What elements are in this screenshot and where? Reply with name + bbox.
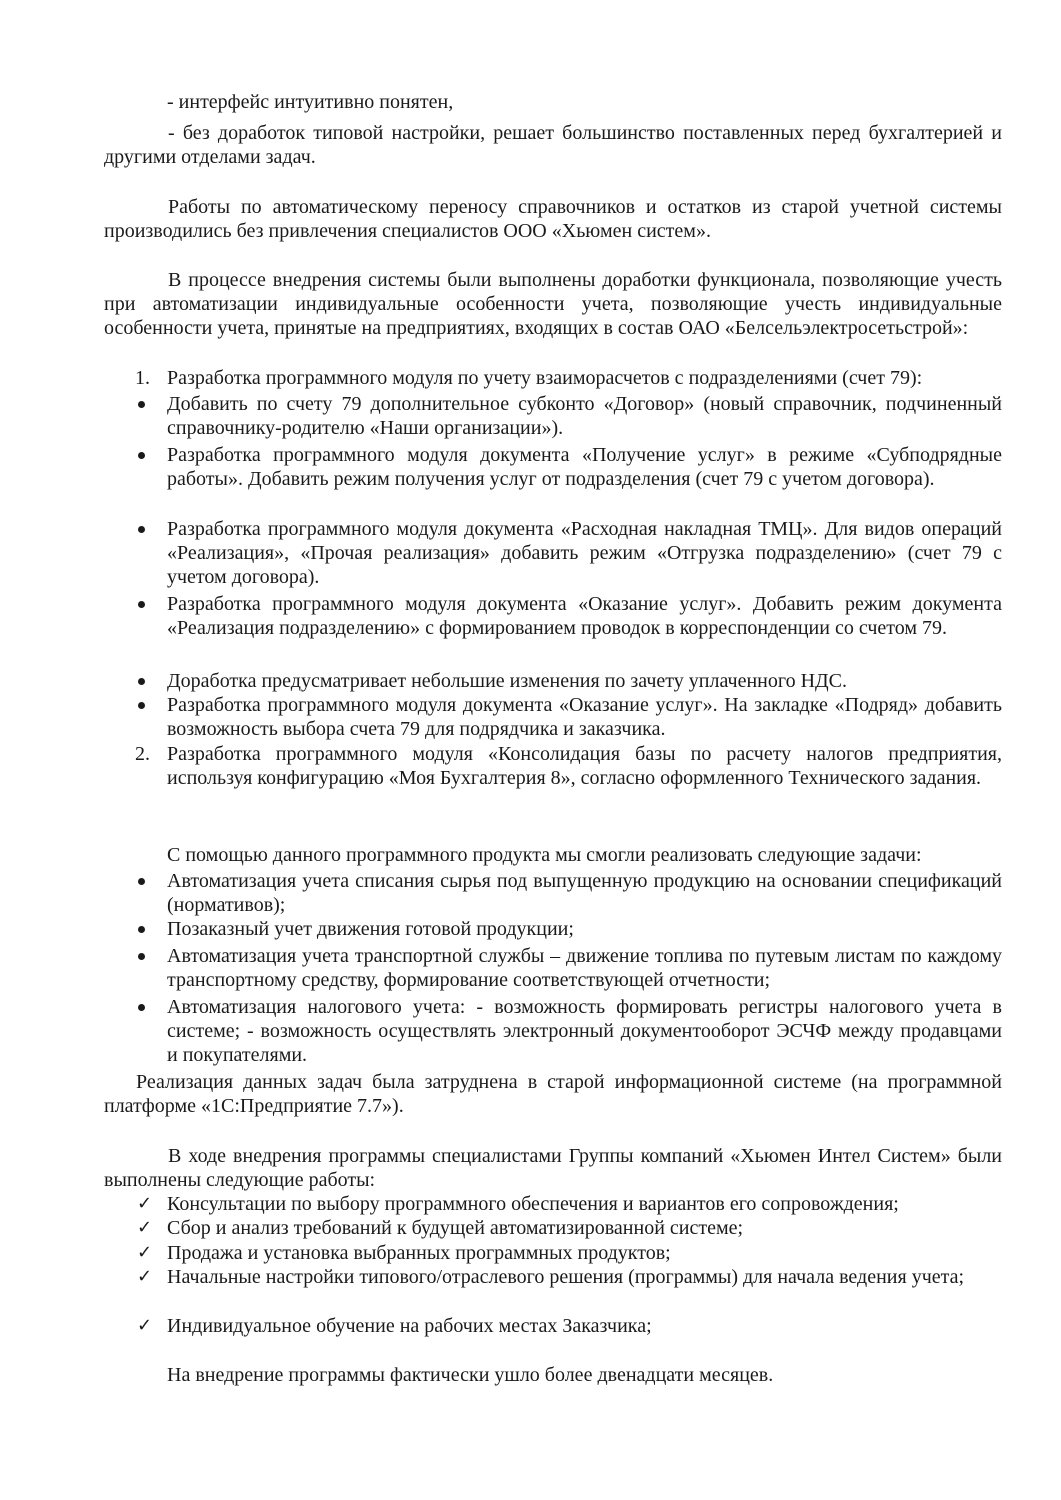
- process-paragraph: В процессе внедрения системы были выполнены доработки функционала, позволяющие учесть при автоматизации индивидуальные особенности учета, позволяющие учесть индивидуальные особенности учета, принятые на предприятиях, входящих в состав ОАО «Белсельэлектросетьстрой»:: [104, 269, 1002, 339]
- bullet-icon: [138, 1004, 145, 1011]
- tasks-intro: С помощью данного программного продукта мы смогли реализовать следующие задачи:: [167, 844, 922, 866]
- bullet-icon: [138, 526, 145, 533]
- list-item: [104, 669, 1002, 693]
- checklist-item: [104, 1265, 1002, 1289]
- list-item: [104, 392, 1002, 440]
- bullet-icon: [138, 452, 145, 459]
- checklist-item: [104, 1314, 1002, 1338]
- closing-paragraph: На внедрение программы фактически ушло более двенадцати месяцев.: [167, 1364, 774, 1386]
- checkmark-icon: ✓: [137, 1315, 153, 1336]
- checkmark-icon: ✓: [137, 1217, 153, 1238]
- list-item: [104, 869, 1002, 917]
- document-page: [104, 0, 1002, 1500]
- list-item-text: Автоматизация налогового учета: - возможность формировать регистры налогового учета в системе; - возможность осуществлять электронный документооборот ЭСЧФ между продавцами и покупателями.: [167, 996, 1002, 1066]
- list-item: [104, 944, 1002, 992]
- bullet-icon: [138, 601, 145, 608]
- checklist-item: [104, 1241, 1002, 1265]
- list-item: [104, 693, 1002, 741]
- list-item-text: Позаказный учет движения готовой продукции;: [167, 918, 574, 940]
- list-item-text: Автоматизация учета списания сырья под выпущенную продукцию на основании спецификаций (нормативов);: [167, 870, 1002, 916]
- bullet-icon: [138, 401, 145, 408]
- list-item-text: Разработка программного модуля документа «Оказание услуг». Добавить режим документа «Реализация подразделению» с формированием проводок в корреспонденции со счетом 79.: [167, 593, 1002, 639]
- list-item: [104, 917, 1002, 941]
- checklist-item-text: Индивидуальное обучение на рабочих местах Заказчика;: [167, 1315, 652, 1337]
- intro-line-1: - интерфейс интуитивно понятен,: [167, 91, 454, 113]
- works-intro: В ходе внедрения программы специалистами Группы компаний «Хьюмен Интел Систем» были выполнены следующие работы:: [104, 1145, 1002, 1191]
- numbered-marker: 1.: [135, 367, 150, 389]
- list-item-text: Разработка программного модуля документа «Расходная накладная ТМЦ». Для видов операций «Реализация», «Прочая реализация» добавить режим «Отгрузка подразделению» (счет 79 с учетом договора).: [167, 518, 1002, 588]
- bullet-icon: [138, 878, 145, 885]
- numbered-item-text: Разработка программного модуля по учету взаиморасчетов с подразделениями (счет 79):: [167, 367, 923, 389]
- numbered-item-1: [104, 366, 1002, 390]
- difficulty-paragraph: Реализация данных задач была затруднена в старой информационной системе (на программной платформе «1С:Предприятие 7.7»).: [104, 1071, 1002, 1117]
- list-item-text: Доработка предусматривает небольшие изменения по зачету уплаченного НДС.: [167, 670, 848, 692]
- list-item: [104, 592, 1002, 640]
- checklist-item: [104, 1216, 1002, 1240]
- checkmark-icon: ✓: [137, 1193, 153, 1214]
- numbered-marker: 2.: [135, 743, 150, 765]
- list-item-text: Автоматизация учета транспортной службы – движение топлива по путевым листам по каждому транспортному средству, формирование соответствующей отчетности;: [167, 945, 1002, 991]
- checklist-item-text: Консультации по выбору программного обеспечения и вариантов его сопровождения;: [167, 1193, 899, 1215]
- transfer-paragraph: Работы по автоматическому переносу справочников и остатков из старой учетной системы производились без привлечения специалистов ООО «Хьюмен систем».: [104, 196, 1002, 242]
- list-item: [104, 443, 1002, 491]
- checklist-item: [104, 1192, 1002, 1216]
- list-item: [104, 995, 1002, 1067]
- list-item: [104, 517, 1002, 589]
- list-item-text: Добавить по счету 79 дополнительное субконто «Договор» (новый справочник, подчиненный справочнику-родителю «Наши организации»).: [167, 393, 1002, 439]
- numbered-item-text: Разработка программного модуля «Консолидация базы по расчету налогов предприятия, используя конфигурацию «Моя Бухгалтерия 8», согласно оформленного Технического задания.: [167, 743, 1002, 789]
- checklist-item-text: Сбор и анализ требований к будущей автоматизированной системе;: [167, 1217, 744, 1239]
- checklist-item-text: Начальные настройки типового/отраслевого решения (программы) для начала ведения учета;: [167, 1266, 965, 1288]
- numbered-item-2: [104, 742, 1002, 790]
- bullet-icon: [138, 702, 145, 709]
- bullet-icon: [138, 926, 145, 933]
- checkmark-icon: ✓: [137, 1266, 153, 1287]
- bullet-icon: [138, 678, 145, 685]
- checkmark-icon: ✓: [137, 1242, 153, 1263]
- checklist-item-text: Продажа и установка выбранных программных продуктов;: [167, 1242, 671, 1264]
- list-item-text: Разработка программного модуля документа «Получение услуг» в режиме «Субподрядные работы». Добавить режим получения услуг от подразделения (счет 79 с учетом договора).: [167, 444, 1002, 490]
- bullet-icon: [138, 953, 145, 960]
- intro-line-2: - без доработок типовой настройки, решает большинство поставленных перед бухгалтерией и другими отделами задач.: [104, 122, 1002, 168]
- list-item-text: Разработка программного модуля документа «Оказание услуг». На закладке «Подряд» добавить возможность выбора счета 79 для подрядчика и заказчика.: [167, 694, 1002, 740]
